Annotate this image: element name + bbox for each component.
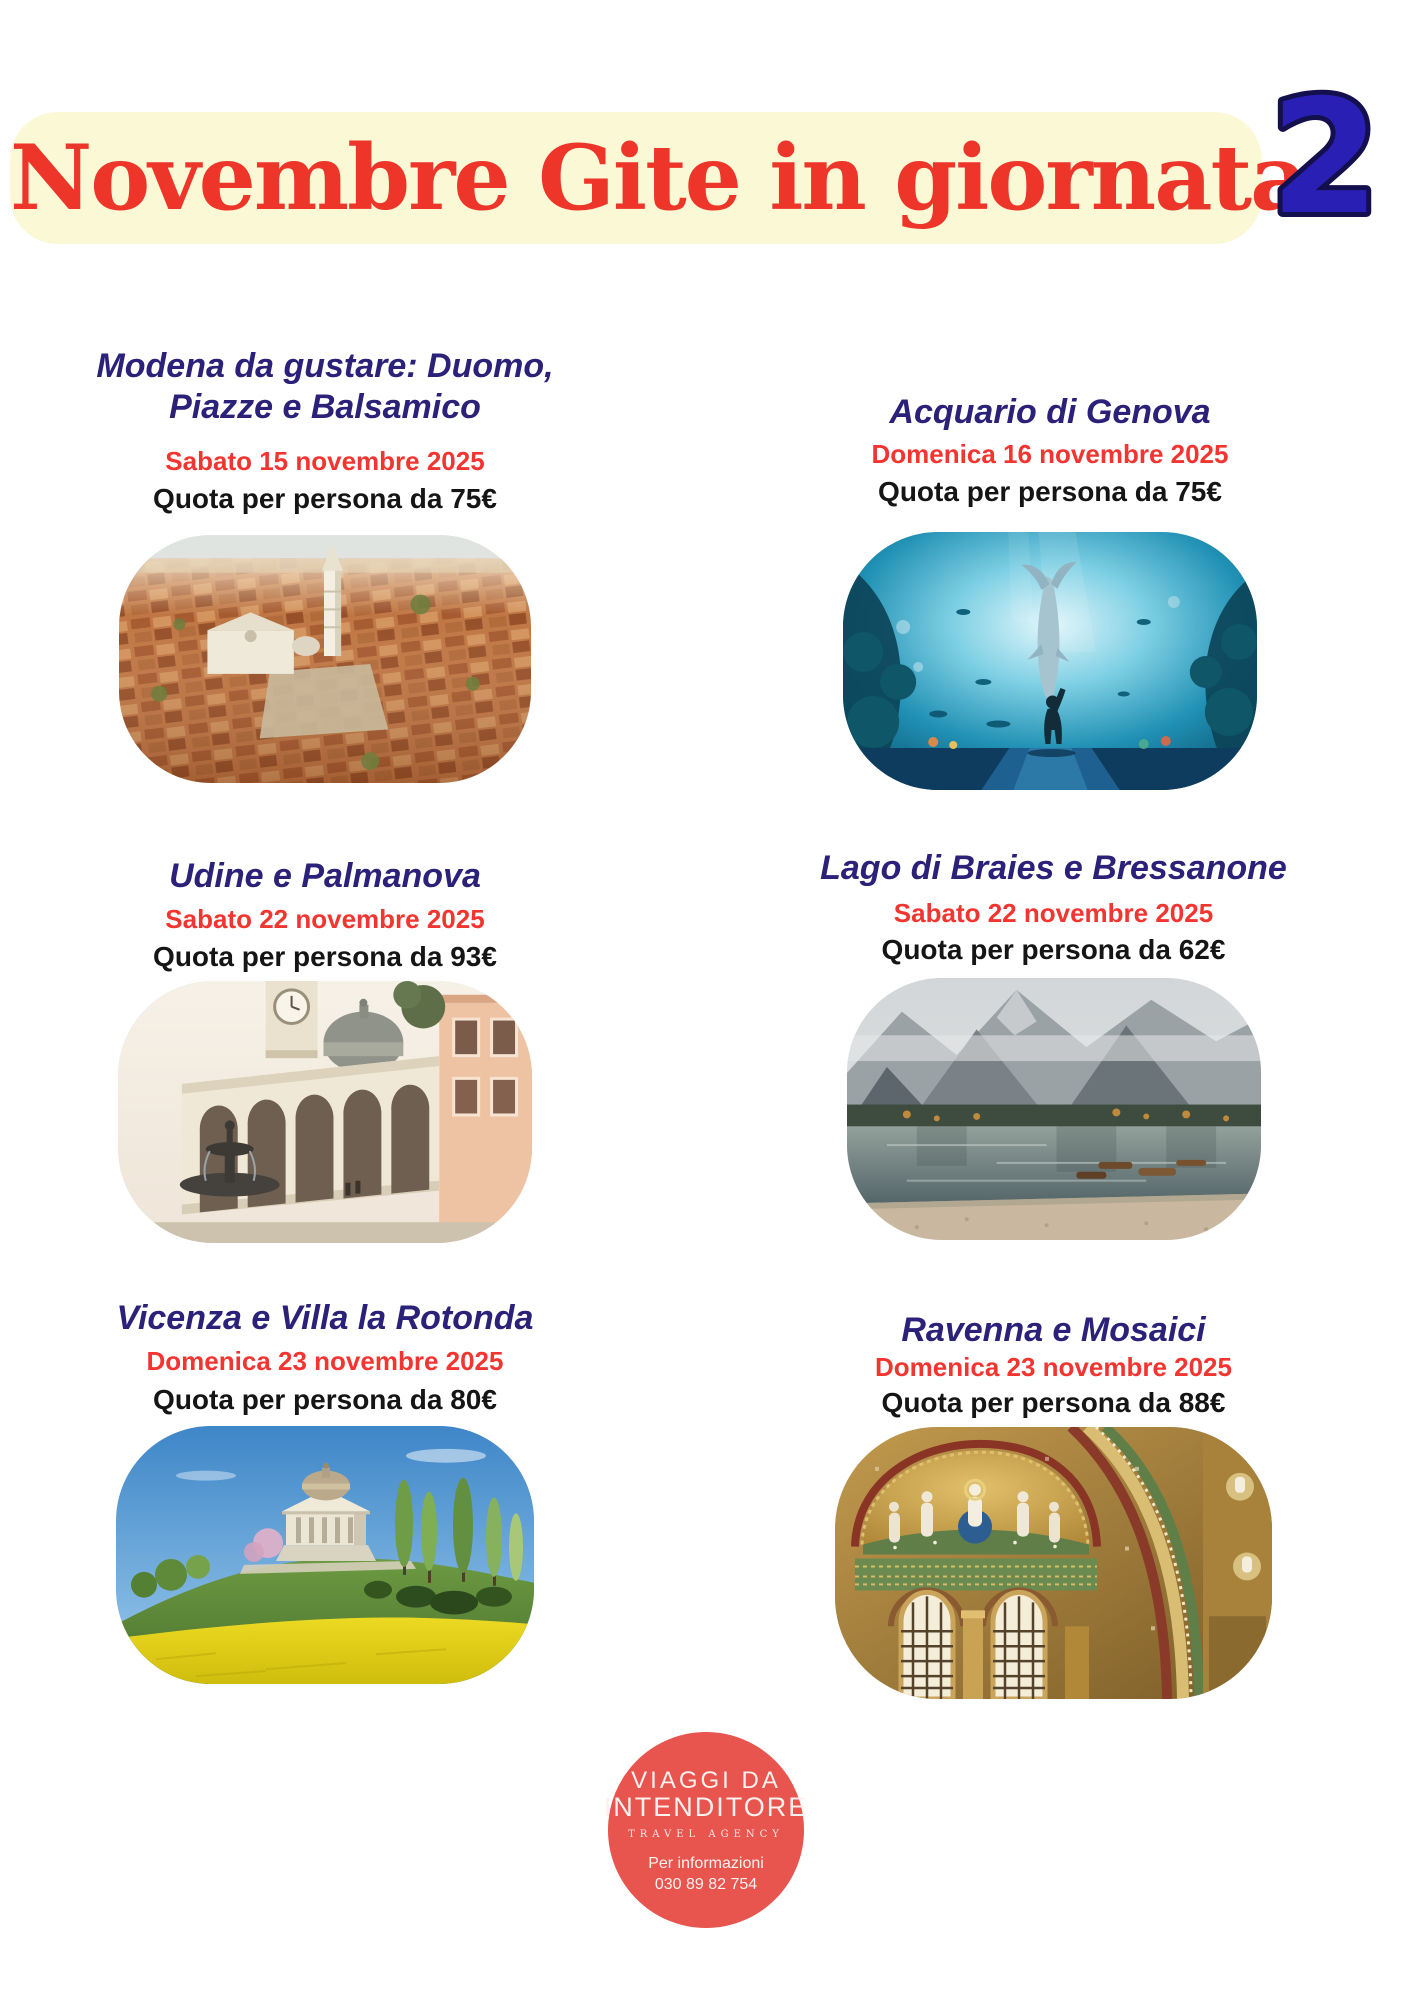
trip-card-vicenza bbox=[45, 1298, 605, 1684]
agency-tagline: TRAVEL AGENCY bbox=[628, 1828, 784, 1840]
trip-price: Quota per persona da 75€ bbox=[878, 476, 1222, 508]
trip-card-udine bbox=[45, 856, 605, 1243]
trip-card-ravenna bbox=[766, 1310, 1341, 1699]
trip-photo-acquario bbox=[843, 532, 1257, 790]
agency-name-line1: VIAGGI DA bbox=[631, 1766, 781, 1794]
trip-title: Acquario di Genova bbox=[889, 393, 1211, 431]
trip-card-braies bbox=[766, 848, 1341, 1240]
trip-title: Ravenna e Mosaici bbox=[901, 1311, 1206, 1349]
agency-name-line2: INTENDITORE bbox=[603, 1792, 809, 1823]
trip-card-acquario bbox=[772, 392, 1328, 790]
trip-photo-vicenza bbox=[116, 1426, 534, 1684]
trip-price: Quota per persona da 75€ bbox=[153, 482, 497, 514]
trip-price: Quota per persona da 93€ bbox=[153, 941, 497, 973]
trip-title: Vicenza e Villa la Rotonda bbox=[116, 1299, 534, 1337]
trip-photo-modena bbox=[119, 535, 531, 783]
trip-date: Sabato 22 novembre 2025 bbox=[893, 898, 1214, 929]
trip-photo-braies bbox=[847, 978, 1261, 1240]
trip-price: Quota per persona da 80€ bbox=[153, 1384, 497, 1416]
page-number: 2 bbox=[1270, 66, 1380, 242]
trip-photo-udine bbox=[118, 981, 532, 1243]
trip-price: Quota per persona da 62€ bbox=[881, 934, 1226, 966]
trip-title: Udine e Palmanova bbox=[169, 857, 481, 895]
trip-card-modena bbox=[45, 346, 605, 783]
trip-price: Quota per persona da 88€ bbox=[881, 1387, 1226, 1419]
header-band bbox=[10, 112, 1307, 244]
agency-phone: 030 89 82 754 bbox=[654, 1875, 758, 1893]
trip-title: Lago di Braies e Bressanone bbox=[820, 849, 1287, 887]
trip-date: Sabato 15 novembre 2025 bbox=[165, 445, 485, 476]
page-number-badge bbox=[1250, 66, 1400, 242]
trip-date: Domenica 23 novembre 2025 bbox=[875, 1352, 1232, 1383]
agency-logo bbox=[603, 1732, 809, 1928]
trip-title: Modena da gustare: Duomo, Piazze e Balsamico bbox=[96, 347, 554, 427]
trip-photo-ravenna bbox=[835, 1427, 1272, 1699]
agency-info-label: Per informazioni bbox=[648, 1854, 764, 1872]
page-title: Novembre Gite in giornata bbox=[10, 125, 1307, 231]
trip-date: Domenica 23 novembre 2025 bbox=[146, 1346, 504, 1377]
trip-date: Sabato 22 novembre 2025 bbox=[165, 904, 485, 935]
trip-date: Domenica 16 novembre 2025 bbox=[871, 439, 1229, 470]
